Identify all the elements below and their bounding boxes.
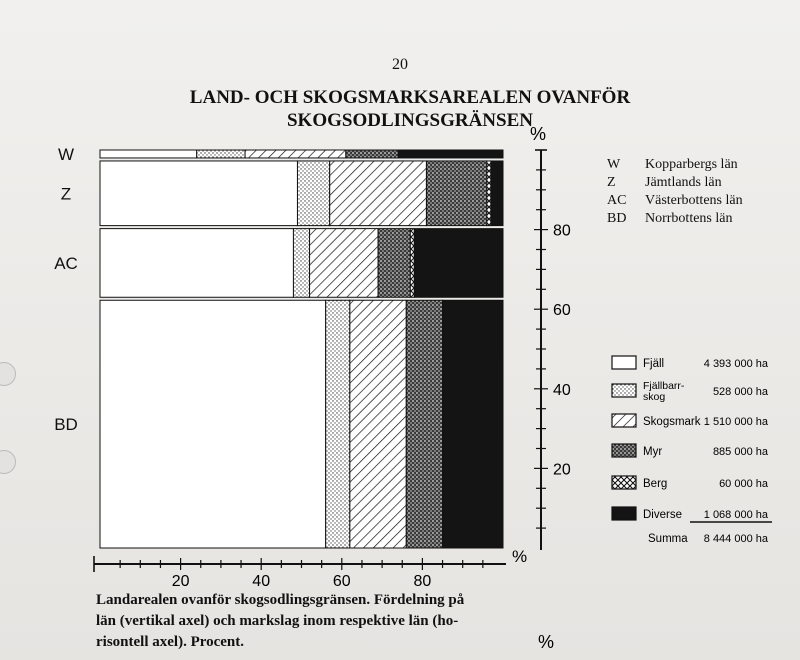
legend-label: Berg	[643, 478, 668, 490]
sum-value: 8 444 000 ha	[703, 533, 768, 545]
legend-area: 528 000 ha	[712, 386, 768, 398]
legend-area: 60 000 ha	[719, 478, 768, 490]
legend-label: Fjäll	[643, 358, 665, 370]
figure-caption	[96, 590, 536, 653]
county-label: AC	[54, 253, 78, 273]
x-axis-unit: %	[512, 547, 528, 566]
landtype-legend	[612, 356, 772, 545]
title-line-2: SKOGSODLINGSGRÄNSEN	[286, 110, 533, 131]
legend-area: 1 068 000 ha	[703, 509, 768, 521]
legend-swatch	[612, 384, 636, 397]
bar-segment	[378, 229, 410, 298]
bar-segment	[350, 300, 406, 548]
bar-segment	[100, 300, 326, 548]
caption-line: risontell axel). Procent.	[96, 634, 245, 650]
bar-segment	[100, 150, 197, 158]
county-legend-item: BD Norrbottens län	[607, 211, 733, 226]
bar-segment	[197, 150, 245, 158]
bar-segment	[100, 161, 297, 226]
bar-segment	[487, 161, 491, 226]
legend-label: Fjällbarr-	[643, 380, 685, 392]
county-legend-item: AC Västerbottens län	[607, 193, 743, 208]
x-tick-label: 60	[332, 573, 351, 590]
county-label: W	[57, 144, 75, 164]
bar-segment	[443, 300, 503, 548]
legend-area: 885 000 ha	[712, 446, 768, 458]
title-line-1: LAND- OCH SKOGSMARKSAREALEN OVANFÖR	[189, 87, 631, 108]
county-label: BD	[54, 415, 78, 435]
legend-label: Diverse	[643, 509, 682, 521]
bar-segment	[426, 161, 486, 226]
x-tick-label: 20	[171, 573, 190, 590]
bar-segment	[297, 161, 329, 226]
legend-swatch	[612, 356, 636, 369]
legend-area: 4 393 000 ha	[703, 358, 768, 370]
county-label: Z	[60, 184, 72, 204]
caption-line: län (vertikal axel) och markslag inom respektive län (ho-	[96, 613, 459, 629]
y-tick-label: 20	[553, 461, 571, 479]
x-tick-label: 80	[413, 573, 432, 590]
page-corner-percent: %	[538, 632, 555, 652]
y-tick-label: 60	[553, 302, 571, 320]
bar-segment	[406, 300, 442, 548]
bar-segment	[346, 150, 398, 158]
bar-segment	[410, 229, 414, 298]
bar-segment	[310, 229, 379, 298]
legend-swatch	[612, 444, 636, 457]
y-tick-label: 40	[553, 381, 571, 399]
x-tick-label: 40	[252, 573, 271, 590]
bar-segment	[245, 150, 346, 158]
bar-segment	[414, 229, 503, 298]
legend-label: skog	[643, 391, 666, 403]
bar-segment	[100, 229, 293, 298]
bar-segment	[491, 161, 503, 226]
bar-segment	[293, 229, 309, 298]
legend-label: Myr	[643, 446, 663, 458]
sum-label: Summa	[648, 533, 688, 545]
bars-layer	[100, 150, 503, 548]
y-tick-label: 80	[553, 222, 571, 240]
legend-label: Skogsmark	[643, 416, 701, 428]
bar-segment	[398, 150, 503, 158]
y-axis-unit: %	[530, 124, 547, 144]
caption-line: Landarealen ovanför skogsodlingsgränsen. Fördelning på	[96, 592, 465, 608]
bar-segment	[330, 161, 427, 226]
bar-segment	[326, 300, 350, 548]
legend-swatch	[612, 414, 636, 427]
legend-swatch	[612, 476, 636, 489]
county-legend-item: W Kopparbergs län	[607, 157, 738, 172]
county-legend-item: Z Jämtlands län	[607, 175, 722, 190]
legend-swatch	[612, 507, 636, 520]
legend-area: 1 510 000 ha	[703, 416, 768, 428]
page-number: 20	[392, 56, 408, 73]
